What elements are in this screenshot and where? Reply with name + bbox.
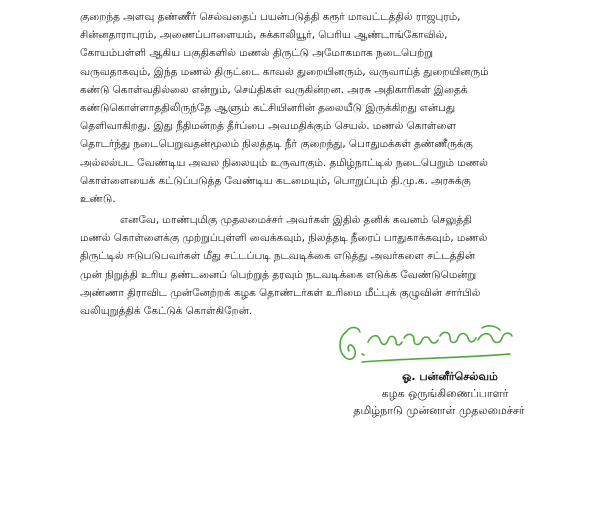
paragraph-line: திருட்டில் ஈடுபடுபவர்கள் மீது சட்டப்படி நடவடிக்கை எடுத்து அவர்களை சட்டத்தின் <box>80 250 476 263</box>
paragraph-line: தெளிவாகிறது. இது நீதிமன்றத் தீர்ப்பை அவமதிக்கும் செயல். மணல் கொள்ளை <box>80 120 456 133</box>
paragraph-line: சின்னதாராபுரம், அணைப்பாளையம், சுக்காலியூர், பெரிய ஆண்டாங்கோவில், <box>80 29 448 42</box>
paragraph-line: எனவே, மாண்புமிகு முதலமைச்சர் அவர்கள் இதில் தனிக் கவனம் செலுத்தி <box>120 214 472 226</box>
paragraph-line: உண்டு. <box>80 193 116 206</box>
signatory-block <box>320 368 550 419</box>
paragraph-line: மணல் கொள்ளைக்கு முற்றுப்புள்ளி வைக்கவும், நிலத்தடி நீரைப் பாதுகாக்கவும், மணல் <box>80 232 488 245</box>
paragraph-line: வருவதாகவும், இந்த மணல் திருட்டை காவல் துறையினரும், வருவாய்த் துறையினரும் <box>80 65 489 78</box>
paragraph-line: கொள்ளையைக் கட்டுப்படுத்த வேண்டிய கடமையும், பொறுப்பும் தி.மு.க. அரசுக்கு <box>80 174 471 187</box>
paragraph-line: தொடர்ந்து நடைபெறுவதன்மூலம் நிலத்தடி நீர் குறைந்து, பொதுமக்கள் தண்ணீருக்கு <box>80 138 473 151</box>
handwritten-signature <box>332 318 522 368</box>
paragraph-line: கண்டு கொள்வதில்லை என்றும், செய்திகள் வருகின்றன. அரசு அதிகாரிகள் இதைக் <box>80 83 468 96</box>
paragraph-line: அண்ணா திராவிட முன்னேற்றக் கழக தொண்டர்கள் உரிமை மீட்புக் குழுவின் சார்பில் <box>80 286 481 299</box>
paragraph-line: கோயம்பள்ளி ஆகிய பகுதிகளில் மணல் திருட்டு அமோகமாக நடைபெற்று <box>80 47 433 60</box>
signatory-name: ஓ. பன்னீர்செல்வம் <box>402 370 498 383</box>
body-paragraph-2 <box>80 211 533 320</box>
paragraph-line: வலியுறுத்திக் கேட்டுக் கொள்கிறேன். <box>80 305 253 318</box>
paragraph-line: குறைந்த அளவு தண்ணீர் செல்வதைப் பயன்படுத்தி கரூர் மாவட்டத்தில் ராஜபுரம், <box>80 11 461 23</box>
body-paragraph-1 <box>80 8 533 208</box>
paragraph-line: முன் நிறுத்தி உரிய தண்டனைப் பெற்றுத் தரவும் நடவடிக்கை எடுக்க வேண்டுமென்று <box>80 268 477 281</box>
signatory-title: கழக ஒருங்கிணைப்பாளர் <box>381 387 509 400</box>
signature-drawing <box>332 318 522 368</box>
paragraph-line: அல்லல்பட வேண்டிய அவல நிலையும் உருவாகும். தமிழ்நாட்டில் நடைபெறும் மணல் <box>80 156 488 169</box>
paragraph-line: கண்டுகொள்ளாததிலிருந்தே ஆளும் கட்சியினரின் தலையீடு இருக்கிறது என்பது <box>80 102 456 115</box>
signatory-subtitle: தமிழ்நாடு முன்னாள் முதலமைச்சர் <box>353 404 525 417</box>
